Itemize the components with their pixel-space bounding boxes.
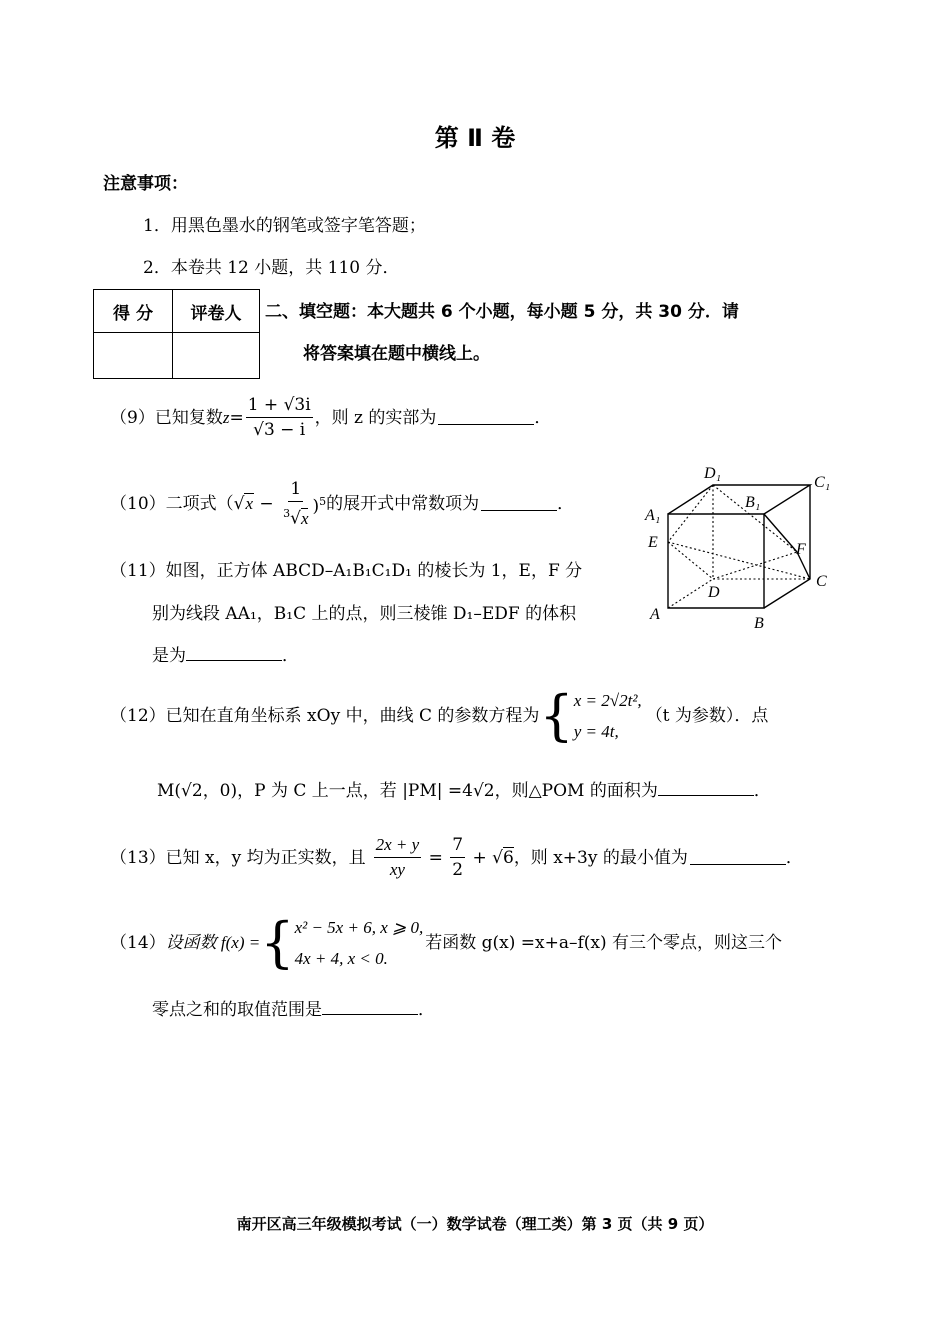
q9-number: （9） [110,407,155,428]
q12-line2: M(√2，0)，P 为 C 上一点，若 |PM| =4√2，则△POM 的面积为 [157,781,658,801]
q13-answer-blank[interactable] [690,850,786,865]
q9-period: ． [534,407,552,428]
cube-solid-edges [668,485,810,608]
question-13 [110,834,803,881]
q12-eq2: y = 4t, [573,722,619,741]
q11-answer-blank[interactable] [186,646,282,661]
q14-period: ． [418,1000,435,1020]
q9-numerator: 1 + √3i [246,394,313,418]
label-a: A [650,606,660,623]
line-df2 [713,552,797,579]
edge-b1f [764,514,797,552]
question-10 [110,478,574,530]
q14-pre: 设函数 f(x) = [165,933,261,952]
q13-eq: = [423,847,449,868]
notice-item-1: 1．用黑色墨水的钢笔或签字笔答题； [143,216,426,236]
q14-cases [295,912,424,974]
notice-item-2: 2．本卷共 12 小题，共 110 分． [143,258,400,278]
q12-period: ． [753,781,771,801]
q9-post: ，则 z 的实部为 [314,407,437,428]
q13-number: （13） [110,847,166,868]
q9-denominator: √3 − i [253,420,306,440]
label-d1: D₁ [704,465,722,482]
q14-case1: x² − 5x + 6, x ⩾ 0, [294,918,424,937]
q12-system [574,685,642,747]
q13-period: ． [785,847,803,868]
q11-period: ． [282,646,299,666]
question-11 [110,560,582,582]
q13-right-denominator: 2 [452,860,464,880]
notice-heading: 注意事项： [103,174,188,194]
section-title: 第 Ⅱ 卷 [434,124,516,152]
question-12 [110,681,768,751]
question-9 [110,394,551,441]
label-c: C [816,573,827,590]
page-footer: 南开区高三年级模拟考试（一）数学试卷（理工类）第 3 页（共 9 页） [236,1215,714,1233]
part2-heading-line2: 将答案填在题中横线上。 [303,344,490,364]
q12-brace: { [539,684,574,747]
q11-line3-wrap [152,645,299,667]
q12-post: （t 为参数）．点 [645,706,769,726]
q10-answer-blank[interactable] [481,496,557,511]
q10-numerator: 1 [288,478,303,502]
q9-z: z [222,407,230,427]
label-a1: A₁ [645,507,661,524]
cube-figure [640,460,845,635]
q9-pre: 已知复数 [154,407,223,428]
q11-line1: 如图，正方体 ABCD–A₁B₁C₁D₁ 的棱长为 1，E，F 分 [165,561,583,581]
q14-case2: 4x + 4, x < 0. [294,949,388,968]
label-d: D [708,584,720,601]
label-f: F [796,541,806,558]
score-header: 得 分 [94,290,173,333]
q14-brace: { [260,911,295,974]
part2-heading-line1: 二、填空题：本大题共 6 个小题，每小题 5 分，共 30 分．请 [265,302,739,322]
q13-fraction-left [374,834,422,881]
q12-line2-wrap [157,780,771,802]
q13-plus-sqrt6: + √6 [467,847,514,868]
q10-minus: − [254,493,280,514]
q11-line3: 是为 [152,646,186,666]
q13-post: ，则 x+3y 的最小值为 [513,847,688,868]
q12-answer-blank[interactable] [658,781,754,796]
q14-line2: 零点之和的取值范围是 [152,1000,322,1020]
q10-denominator: $^3$√x [283,507,309,529]
q14-line2-wrap [152,999,435,1021]
q13-pre: 已知 x，y 均为正实数，且 [165,847,366,868]
q10-post: 的展开式中常数项为 [326,493,480,514]
q12-pre: 已知在直角坐标系 xOy 中，曲线 C 的参数方程为 [165,706,540,726]
cube-top-edges [668,485,810,514]
q10-fraction [281,478,310,530]
score-table [93,289,260,379]
score-cell[interactable] [94,333,173,379]
q9-eq: = [229,407,244,428]
edge-ad [668,579,713,608]
q11-number: （11） [110,561,166,581]
label-c1: C₁ [814,474,831,491]
q10-close: )$^5$ [312,494,327,517]
q10-number: （10） [110,493,166,514]
q13-right-numerator: 7 [450,834,465,858]
question-14 [110,910,782,976]
cube-hidden-lines [668,485,810,608]
grader-header: 评卷人 [173,290,260,333]
label-e: E [648,534,658,551]
q13-left-numerator: 2x + y [374,834,422,858]
q12-number: （12） [110,706,166,726]
line-ec [668,542,810,579]
q10-pre: 二项式（ [165,493,234,514]
q13-fraction-right [450,834,465,881]
q9-fraction [246,394,313,441]
q14-answer-blank[interactable] [322,1000,418,1015]
q14-number: （14） [110,933,166,953]
label-b1: B₁ [745,494,761,511]
q12-eq1: x = 2√2t², [573,691,642,710]
q11-line2: 别为线段 AA₁，B₁C 上的点，则三棱锥 D₁–EDF 的体积 [152,604,577,624]
q10-period: ． [557,493,575,514]
grader-cell[interactable] [173,333,260,379]
label-b: B [754,615,764,632]
q9-answer-blank[interactable] [438,410,534,425]
q13-left-denominator: xy [389,860,405,879]
q14-post: 若函数 g(x) =x+a–f(x) 有三个零点，则这三个 [425,933,783,953]
q10-sqrt-x: √x [233,493,254,514]
